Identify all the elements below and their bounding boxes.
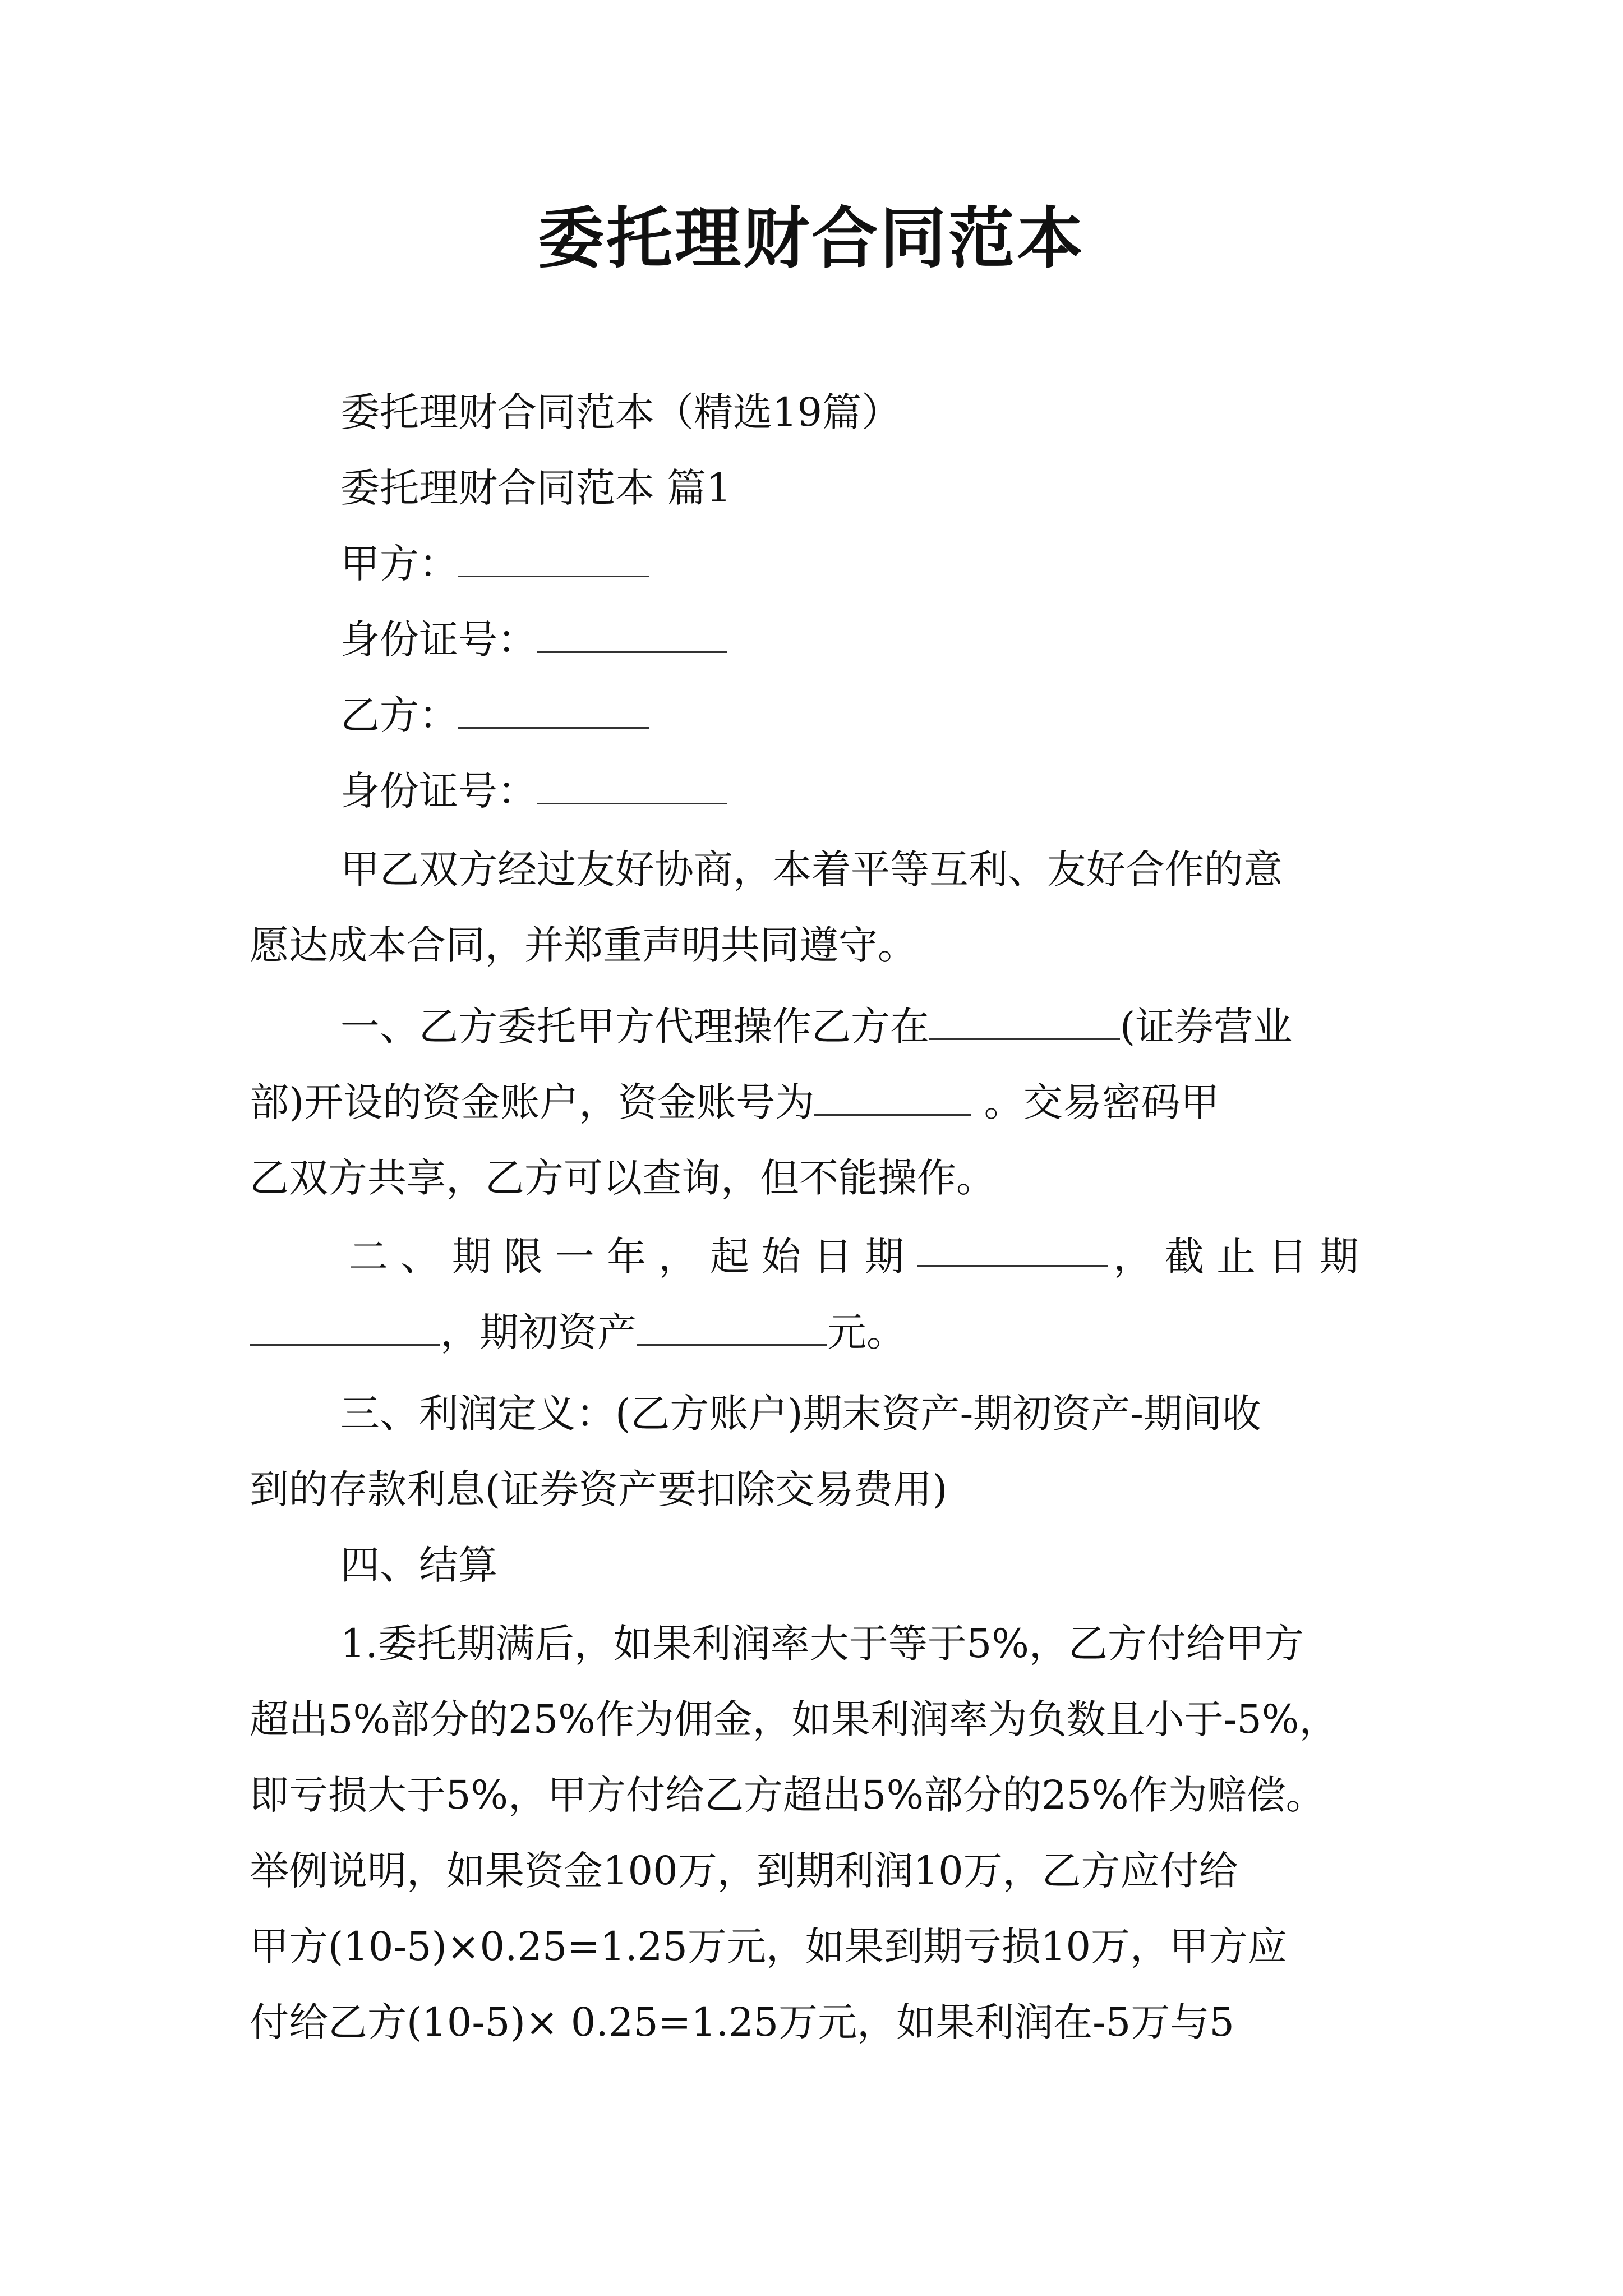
id-number-label-2: 身份证号： [340,768,537,814]
document-subtitle: 委托理财合同范本（精选19篇） [340,389,901,435]
securities-branch-blank [929,1005,1120,1040]
party-a-label: 甲方： [340,541,458,587]
party-a-row [340,539,649,589]
clause-1-line-3: 乙双方共享，乙方可以查询，但不能操作。 [250,1155,995,1201]
clause-2-text-c: ，期初资产 [440,1309,637,1355]
id-number-row-2 [340,766,727,816]
id-number-blank-1 [537,618,727,653]
initial-assets-blank [637,1310,827,1346]
id-number-blank-2 [537,769,727,804]
id-number-row-1 [340,614,727,665]
page-title: 委托理财合同范本 [537,199,1085,277]
clause-1-text-c: 部)开设的资金账户，资金账号为 [250,1079,815,1125]
section-heading: 委托理财合同范本 篇1 [340,465,731,511]
settlement-line-1: 1.委托期满后，如果利润率大于等于5%，乙方付给甲方 [340,1621,1304,1667]
clause-3-line-1: 三、利润定义：(乙方账户)期末资产-期初资产-期间收 [340,1391,1261,1437]
clause-3-line-2: 到的存款利息(证券资产要扣除交易费用) [250,1466,948,1512]
end-date-blank [250,1310,440,1346]
clause-2-line-1 [349,1231,1371,1282]
clause-1-line-2 [250,1077,1220,1128]
clause-1-text-d: 。交易密码甲 [971,1079,1220,1125]
intro-paragraph-line-2: 愿达成本合同，并郑重声明共同遵守。 [250,922,917,968]
clause-4-heading: 四、结算 [340,1542,497,1588]
start-date-blank [917,1231,1108,1267]
party-b-row [340,690,649,740]
settlement-line-4: 举例说明，如果资金100万，到期利润10万，乙方应付给 [250,1848,1238,1894]
party-a-blank [458,542,649,577]
clause-1-text-b: (证券营业 [1120,1004,1293,1050]
clause-2-text-a: 二、期限一年，起始日期 [349,1234,916,1280]
settlement-line-2: 超出5%部分的25%作为佣金，如果利润率为负数且小于-5%， [250,1696,1339,1742]
clause-2-line-2 [250,1307,906,1358]
account-number-blank [814,1080,971,1116]
clause-2-text-d: 元。 [827,1309,906,1355]
settlement-line-6: 付给乙方(10-5)× 0.25=1.25万元，如果利润在-5万与5 [250,1999,1234,2045]
intro-paragraph-line-1: 甲乙双方经过友好协商，本着平等互利、友好合作的意 [340,846,1283,892]
settlement-line-5: 甲方(10-5)×0.25=1.25万元，如果到期亏损10万，甲方应 [250,1924,1287,1970]
party-b-blank [458,693,649,729]
clause-1-line-1 [340,1001,1292,1052]
clause-1-text-a: 一、乙方委托甲方代理操作乙方在 [340,1004,929,1050]
settlement-line-3: 即亏损大于5%，甲方付给乙方超出5%部分的25%作为赔偿。 [250,1772,1325,1818]
clause-2-text-b: ，截止日期 [1113,1234,1371,1280]
id-number-label-1: 身份证号： [340,616,537,662]
party-b-label: 乙方： [340,692,458,738]
